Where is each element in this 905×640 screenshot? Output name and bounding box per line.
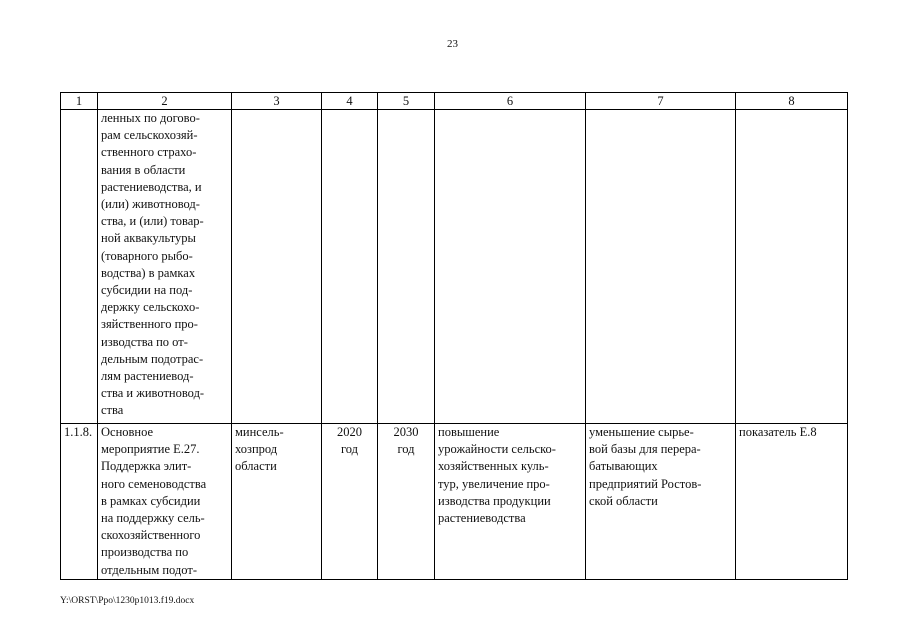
cell-indicator: показатель Е.8 (736, 424, 848, 580)
table-row (61, 110, 848, 424)
table-row (61, 424, 848, 580)
cell-executor (232, 110, 322, 424)
page-number: 23 (447, 38, 458, 50)
cell-expected-result (435, 110, 586, 424)
cell-end-year: 2030 год (378, 424, 435, 580)
column-header: 3 (232, 93, 322, 110)
cell-measure-name: ленных по догово- рам сельскохозяй- ственного страхо- вания в области растениеводства, и (или) животновод- ства, и (или) товар- ной аквакультуры (товарного рыбо- водства) в рамках субсидии на под- держку сельскохо- зяйственного про- изводства по от- дельным подотрас- лям растениевод- ства и животновод- ства (98, 110, 232, 424)
cell-start-year (322, 110, 378, 424)
column-header: 1 (61, 93, 98, 110)
column-header: 4 (322, 93, 378, 110)
cell-measure-name: Основное мероприятие Е.27. Поддержка элит- ного семеноводства в рамках субсидии на поддержку сель- скохозяйственного производства по отдельным подот- (98, 424, 232, 580)
cell-indicator (736, 110, 848, 424)
cell-consequences: уменьшение сырье- вой базы для перера- батывающих предприятий Ростов- ской области (586, 424, 736, 580)
cell-number: 1.1.8. (61, 424, 98, 580)
file-path-footer: Y:\ORST\Ppo\1230p1013.f19.docx (60, 596, 195, 606)
cell-number (61, 110, 98, 424)
measures-table (60, 92, 848, 580)
column-header: 6 (435, 93, 586, 110)
table-header-row (61, 93, 848, 110)
column-header: 2 (98, 93, 232, 110)
column-header: 5 (378, 93, 435, 110)
column-header: 8 (736, 93, 848, 110)
cell-expected-result: повышение урожайности сельско- хозяйственных куль- тур, увеличение про- изводства продукции растениеводства (435, 424, 586, 580)
cell-executor: минсель- хозпрод области (232, 424, 322, 580)
cell-end-year (378, 110, 435, 424)
cell-start-year: 2020 год (322, 424, 378, 580)
cell-consequences (586, 110, 736, 424)
column-header: 7 (586, 93, 736, 110)
